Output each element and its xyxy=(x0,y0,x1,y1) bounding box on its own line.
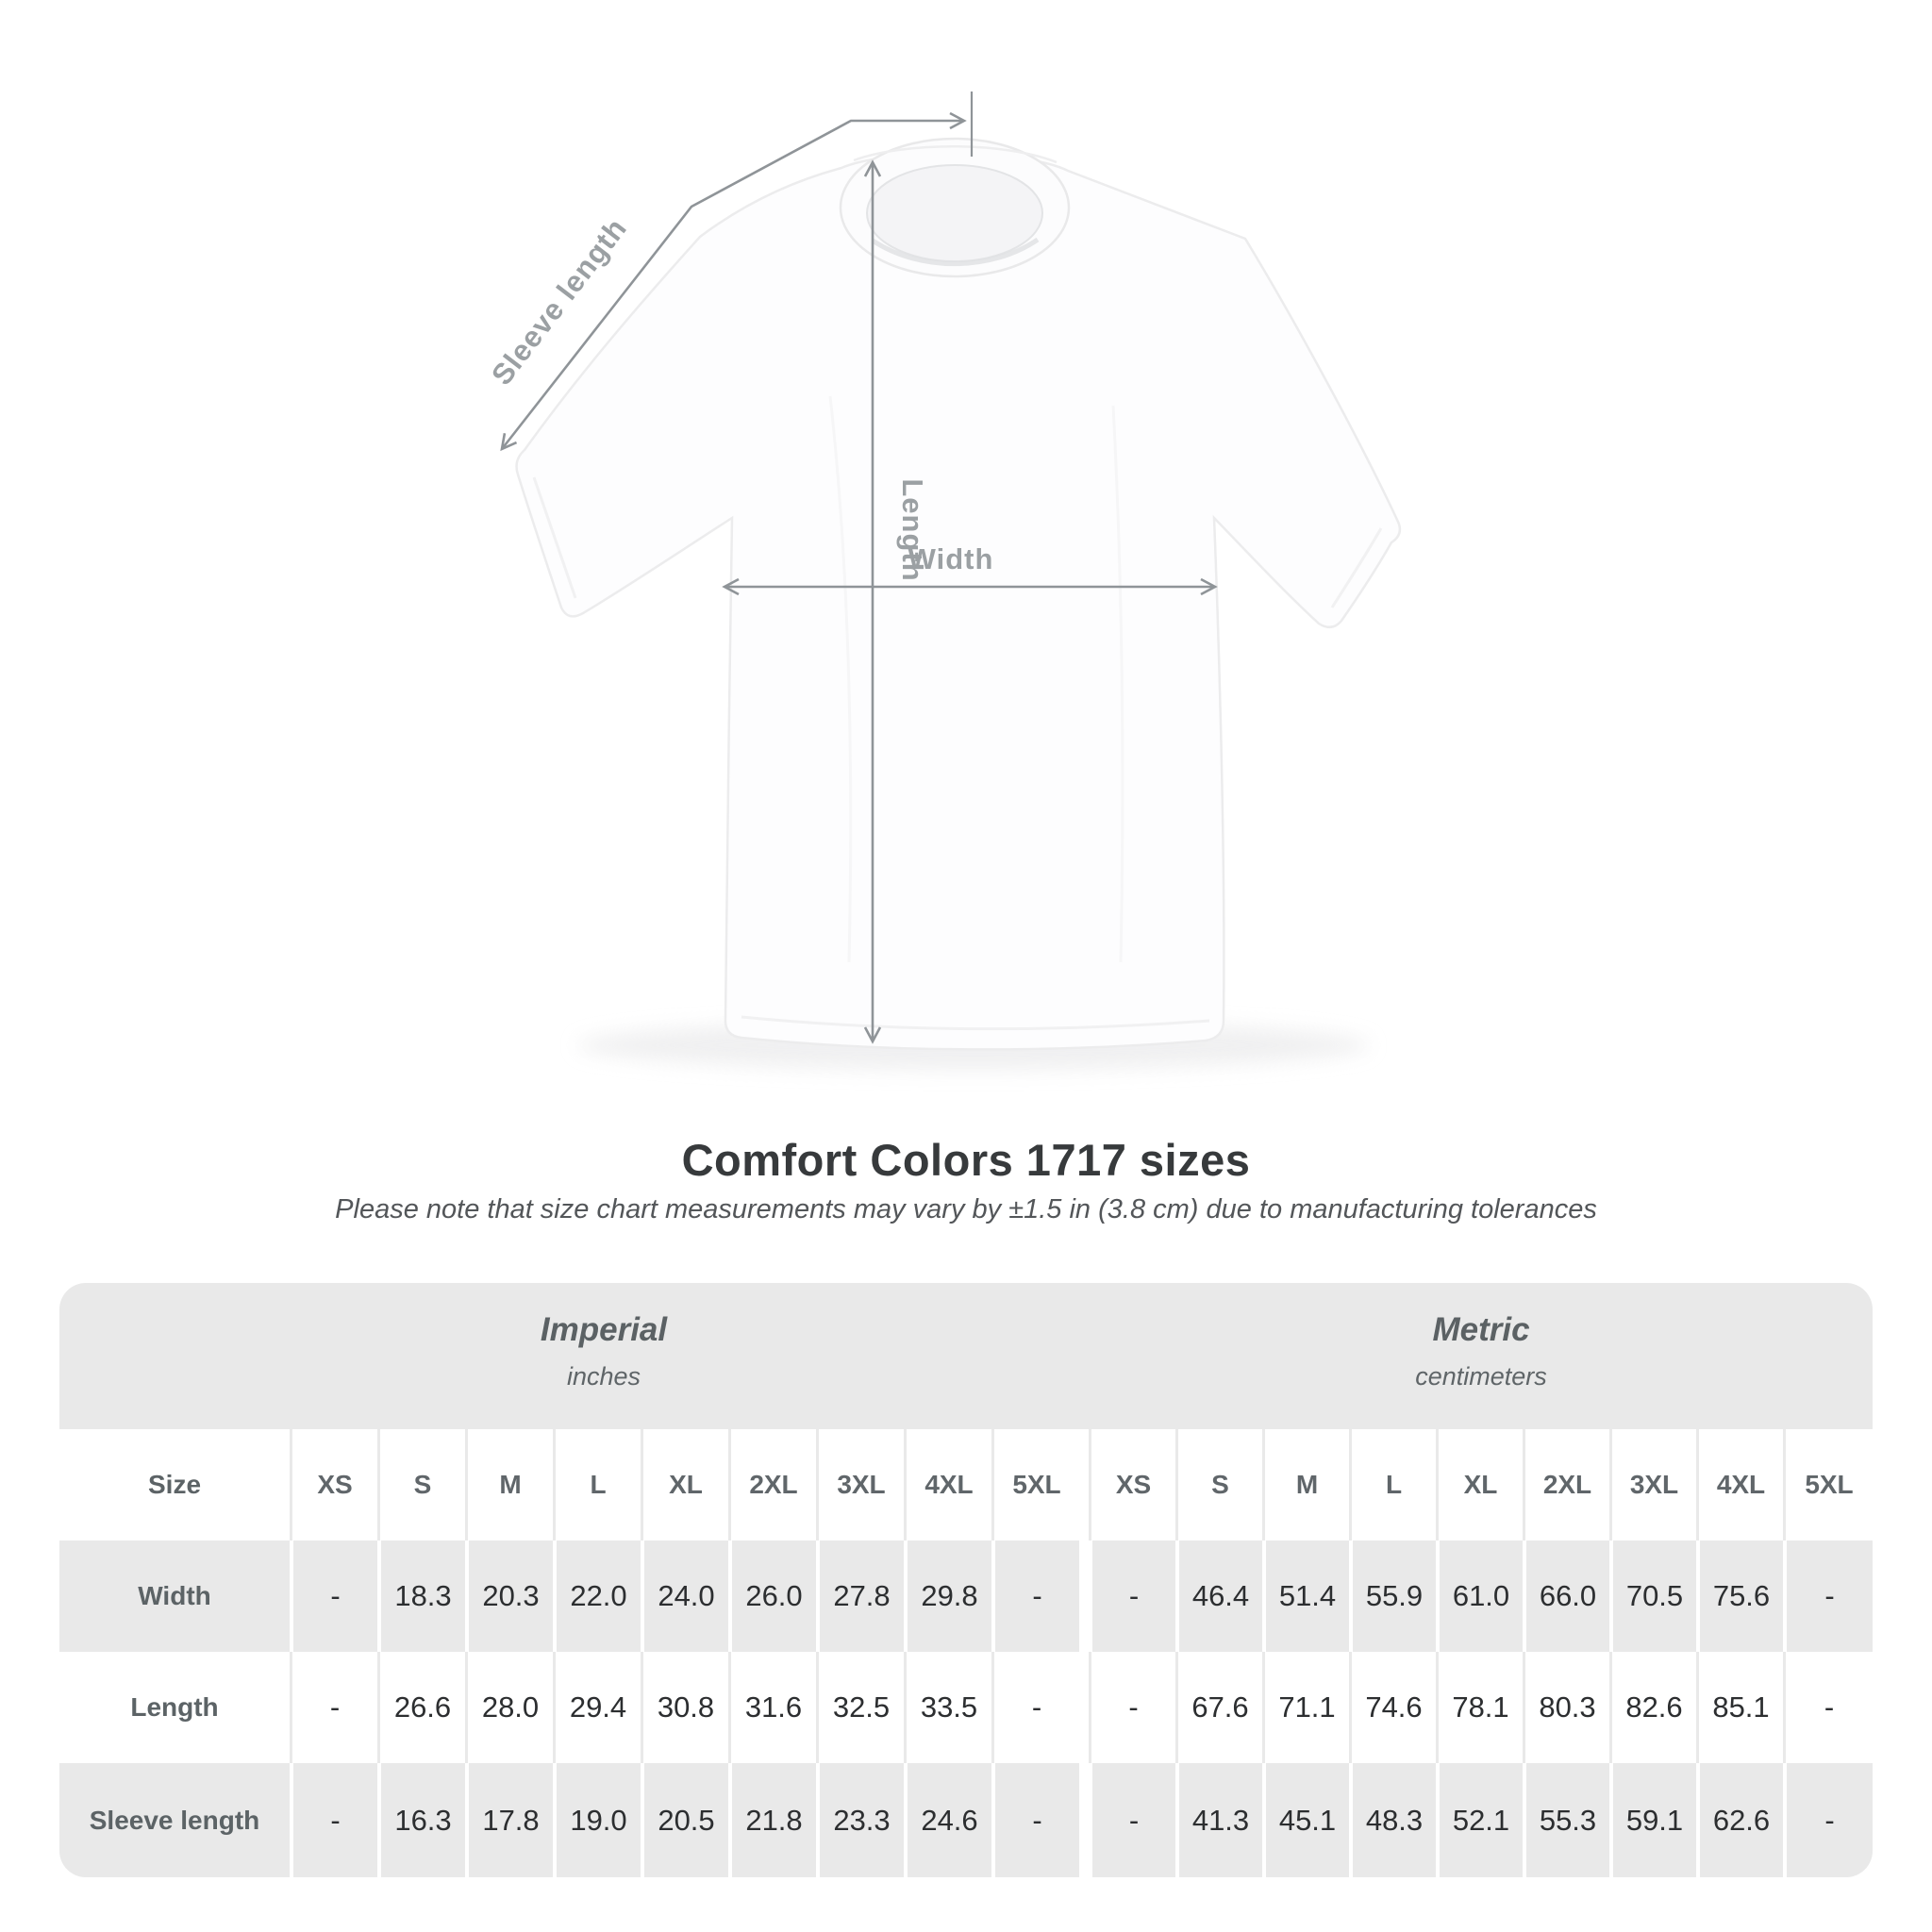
page-title: Comfort Colors 1717 sizes xyxy=(681,1135,1251,1185)
table-cell: - xyxy=(1089,1763,1175,1877)
size-col-header: 4XL xyxy=(1696,1429,1783,1541)
table-cell: 67.6 xyxy=(1175,1652,1262,1763)
unit-divider xyxy=(1079,1652,1089,1763)
table-cell: 20.5 xyxy=(641,1763,728,1877)
table-cell: 24.0 xyxy=(641,1541,728,1652)
table-cell: 75.6 xyxy=(1696,1541,1783,1652)
table-cell: - xyxy=(290,1541,377,1652)
size-col-header: S xyxy=(1175,1429,1262,1541)
table-cell: 66.0 xyxy=(1523,1541,1609,1652)
tolerance-note: Please note that size chart measurements may vary by ±1.5 in (3.8 cm) due to manufacturing tolerances xyxy=(335,1194,1597,1224)
table-cell: 30.8 xyxy=(641,1652,728,1763)
size-col-header: XL xyxy=(1436,1429,1523,1541)
size-col-header: 3XL xyxy=(1609,1429,1696,1541)
table-cell: 85.1 xyxy=(1696,1652,1783,1763)
table-cell: 33.5 xyxy=(904,1652,991,1763)
size-header-label: Size xyxy=(147,1470,202,1499)
table-cell: 24.6 xyxy=(904,1763,991,1877)
size-col-header: 5XL xyxy=(1783,1429,1873,1541)
table-cell: - xyxy=(1783,1541,1873,1652)
table-cell: 20.3 xyxy=(465,1541,553,1652)
size-header-row xyxy=(59,1429,1873,1541)
table-cell: 45.1 xyxy=(1262,1763,1349,1877)
size-col-header: S xyxy=(377,1429,465,1541)
size-col-header: 2XL xyxy=(1523,1429,1609,1541)
unit-group-imperial xyxy=(541,1283,667,1391)
table-cell: 78.1 xyxy=(1436,1652,1523,1763)
table-cell: 71.1 xyxy=(1262,1652,1349,1763)
table-cell: - xyxy=(1783,1652,1873,1763)
size-col-header: L xyxy=(1349,1429,1436,1541)
table-cell: 17.8 xyxy=(465,1763,553,1877)
table-cell: 55.3 xyxy=(1523,1763,1609,1877)
table-cell: 55.9 xyxy=(1349,1541,1436,1652)
table-cell: - xyxy=(991,1541,1079,1652)
table-cell: - xyxy=(1089,1652,1175,1763)
table-cell: 21.8 xyxy=(728,1763,816,1877)
table-cell: 48.3 xyxy=(1349,1763,1436,1877)
table-cell: 70.5 xyxy=(1609,1541,1696,1652)
table-cell: 19.0 xyxy=(553,1763,641,1877)
unit-group-header-row xyxy=(59,1283,1873,1429)
size-col-header: 4XL xyxy=(904,1429,991,1541)
sleeve-length-label: Sleeve length xyxy=(484,211,634,391)
size-col-header: 2XL xyxy=(728,1429,816,1541)
table-row-length xyxy=(59,1652,1873,1763)
table-cell: 27.8 xyxy=(816,1541,904,1652)
table-row-sleeve-length xyxy=(59,1763,1873,1877)
table-cell: - xyxy=(1783,1763,1873,1877)
table-cell: 16.3 xyxy=(377,1763,465,1877)
unit-group-unit: centimeters xyxy=(1415,1362,1547,1391)
unit-group-name: Metric xyxy=(1432,1311,1530,1348)
unit-group-unit: inches xyxy=(566,1362,641,1391)
table-cell: 26.0 xyxy=(728,1541,816,1652)
size-col-header: M xyxy=(465,1429,553,1541)
size-col-header: XS xyxy=(290,1429,377,1541)
table-cell: - xyxy=(290,1652,377,1763)
table-row-width xyxy=(59,1541,1873,1652)
table-cell: - xyxy=(991,1652,1079,1763)
table-cell: - xyxy=(1089,1541,1175,1652)
table-cell: 46.4 xyxy=(1175,1541,1262,1652)
table-cell: 28.0 xyxy=(465,1652,553,1763)
unit-divider xyxy=(1079,1541,1089,1652)
row-label: Sleeve length xyxy=(89,1805,260,1835)
table-cell: 29.4 xyxy=(553,1652,641,1763)
size-col-header: L xyxy=(553,1429,641,1541)
table-cell: 26.6 xyxy=(377,1652,465,1763)
width-label: Width xyxy=(908,542,994,575)
table-cell: 74.6 xyxy=(1349,1652,1436,1763)
table-cell: - xyxy=(290,1763,377,1877)
unit-divider xyxy=(1079,1763,1089,1877)
tshirt-illustration xyxy=(517,139,1400,1049)
unit-divider xyxy=(1079,1429,1089,1541)
table-cell: 61.0 xyxy=(1436,1541,1523,1652)
length-label: Length xyxy=(896,478,929,582)
table-cell: 80.3 xyxy=(1523,1652,1609,1763)
row-label: Width xyxy=(138,1581,211,1610)
size-col-header: M xyxy=(1262,1429,1349,1541)
table-cell: 82.6 xyxy=(1609,1652,1696,1763)
row-label: Length xyxy=(130,1692,219,1722)
unit-group-metric xyxy=(1415,1283,1547,1391)
table-cell: - xyxy=(991,1763,1079,1877)
table-cell: 52.1 xyxy=(1436,1763,1523,1877)
table-cell: 59.1 xyxy=(1609,1763,1696,1877)
table-cell: 41.3 xyxy=(1175,1763,1262,1877)
table-cell: 29.8 xyxy=(904,1541,991,1652)
table-cell: 62.6 xyxy=(1696,1763,1783,1877)
size-chart-table xyxy=(59,1283,1873,1877)
size-col-header: XL xyxy=(641,1429,728,1541)
table-cell: 23.3 xyxy=(816,1763,904,1877)
table-cell: 32.5 xyxy=(816,1652,904,1763)
table-cell: 31.6 xyxy=(728,1652,816,1763)
table-cell: 51.4 xyxy=(1262,1541,1349,1652)
size-col-header: 5XL xyxy=(991,1429,1079,1541)
size-col-header: XS xyxy=(1089,1429,1175,1541)
table-cell: 22.0 xyxy=(553,1541,641,1652)
table-cell: 18.3 xyxy=(377,1541,465,1652)
unit-group-name: Imperial xyxy=(540,1311,668,1348)
size-col-header: 3XL xyxy=(816,1429,904,1541)
